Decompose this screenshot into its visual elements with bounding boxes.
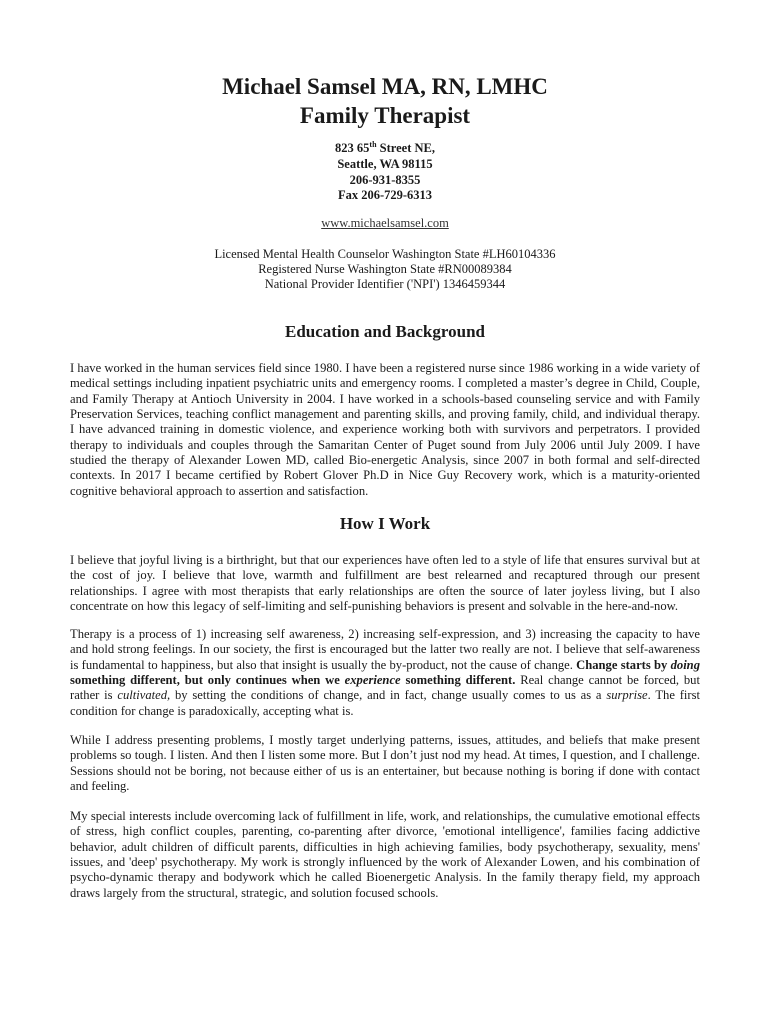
section-heading-education: Education and Background	[285, 322, 485, 341]
address-city: Seattle, WA 98115	[337, 157, 433, 171]
how-i-work-paragraph-1: I believe that joyful living is a birthright, but that our experiences have often led to a style of life that ensures survival but at the cost of joy. I believe that love, warmth and fulfillment are best relearned and recaptured through our present relationships. I agree with most therapists that early relationships are often the source of later joyless living, but I also concentrate on how this legacy of self-limiting and self-punishing behaviors is present and solvable in the here-and-now.	[70, 553, 700, 614]
how-i-work-paragraph-2: Therapy is a process of 1) increasing self awareness, 2) increasing self-expression, and 3) increasing the capacity to have and hold strong feelings. In our society, the first is encouraged but the latter two really are not. I believe that self-awareness is fundamental to happiness, but also that insight is usually the by-product, not the cause of change. Change starts by doing something different, but only continues when we experience something different. Real change cannot be forced, but rather is cultivated, by setting the conditions of change, and in fact, change usually comes to us as a surprise. The first condition for change is paradoxically, accepting what is.	[70, 627, 700, 718]
website-link[interactable]: www.michaelsamsel.com	[321, 216, 449, 230]
website-line	[0, 216, 770, 231]
section-heading-how-i-work: How I Work	[339, 514, 431, 533]
how-i-work-paragraph-3: While I address presenting problems, I mostly target underlying patterns, issues, attitudes, and beliefs that make present problems so tough. I listen. And then I listen some more. But I don’t just nod my head. At times, I question, and I challenge. Sessions should not be boring, not because either of us is an entertainer, but because nothing is boring if done with contact and feeling.	[70, 733, 700, 794]
license-line: Registered Nurse Washington State #RN00089384	[258, 262, 512, 276]
page-title: Michael Samsel MA, RN, LMHC	[222, 74, 548, 99]
address-street: 823 65th Street NE,	[335, 139, 435, 155]
license-line: National Provider Identifier ('NPI') 1346459344	[264, 277, 506, 291]
education-paragraph: I have worked in the human services field since 1980. I have been a registered nurse since 1986 working in a wide variety of medical settings including inpatient psychiatric units and emergency rooms. I completed a master’s degree in Child, Couple, and Family Therapy at Antioch University in 2004. I have worked in a schools-based counseling service and with Family Preservation Services, teaching conflict management and parenting skills, and proving family, child, and individual therapy. I have advanced training in domestic violence, and experience working both with survivors and perpetrators. I provided therapy to individuals and couples through the Samaritan Center of Puget sound from July 2006 until July 2009. I have studied the therapy of Alexander Lowen MD, called Bio-energetic Analysis, since 2007 in both formal and self-directed contexts. In 2017 I became certified by Robert Glover Ph.D in Nice Guy Recovery work, which is a maturity-oriented cognitive behavioral approach to assertion and satisfaction.	[70, 361, 700, 498]
fax-number: Fax 206-729-6313	[337, 188, 433, 202]
phone-number: 206-931-8355	[349, 173, 421, 187]
how-i-work-paragraph-4: My special interests include overcoming lack of fulfillment in life, work, and relationships, the cumulative emotional effects of stress, high conflict couples, parenting, co-parenting after divorce, 'emotional intelligence', families facing addictive behavior, adult children of difficult parents, difficulties in high achieving families, body psychotherapy, sexuality, mens' issues, and 'deep' psychotherapy. My work is strongly influenced by the work of Alexander Lowen, and his combination of psycho-dynamic therapy and bodywork which he called Bioenergetic Analysis. In the family therapy field, my approach draws largely from the structural, strategic, and solution focused schools.	[70, 809, 700, 900]
license-line: Licensed Mental Health Counselor Washington State #LH60104336	[214, 247, 556, 261]
page-subtitle: Family Therapist	[299, 103, 471, 128]
